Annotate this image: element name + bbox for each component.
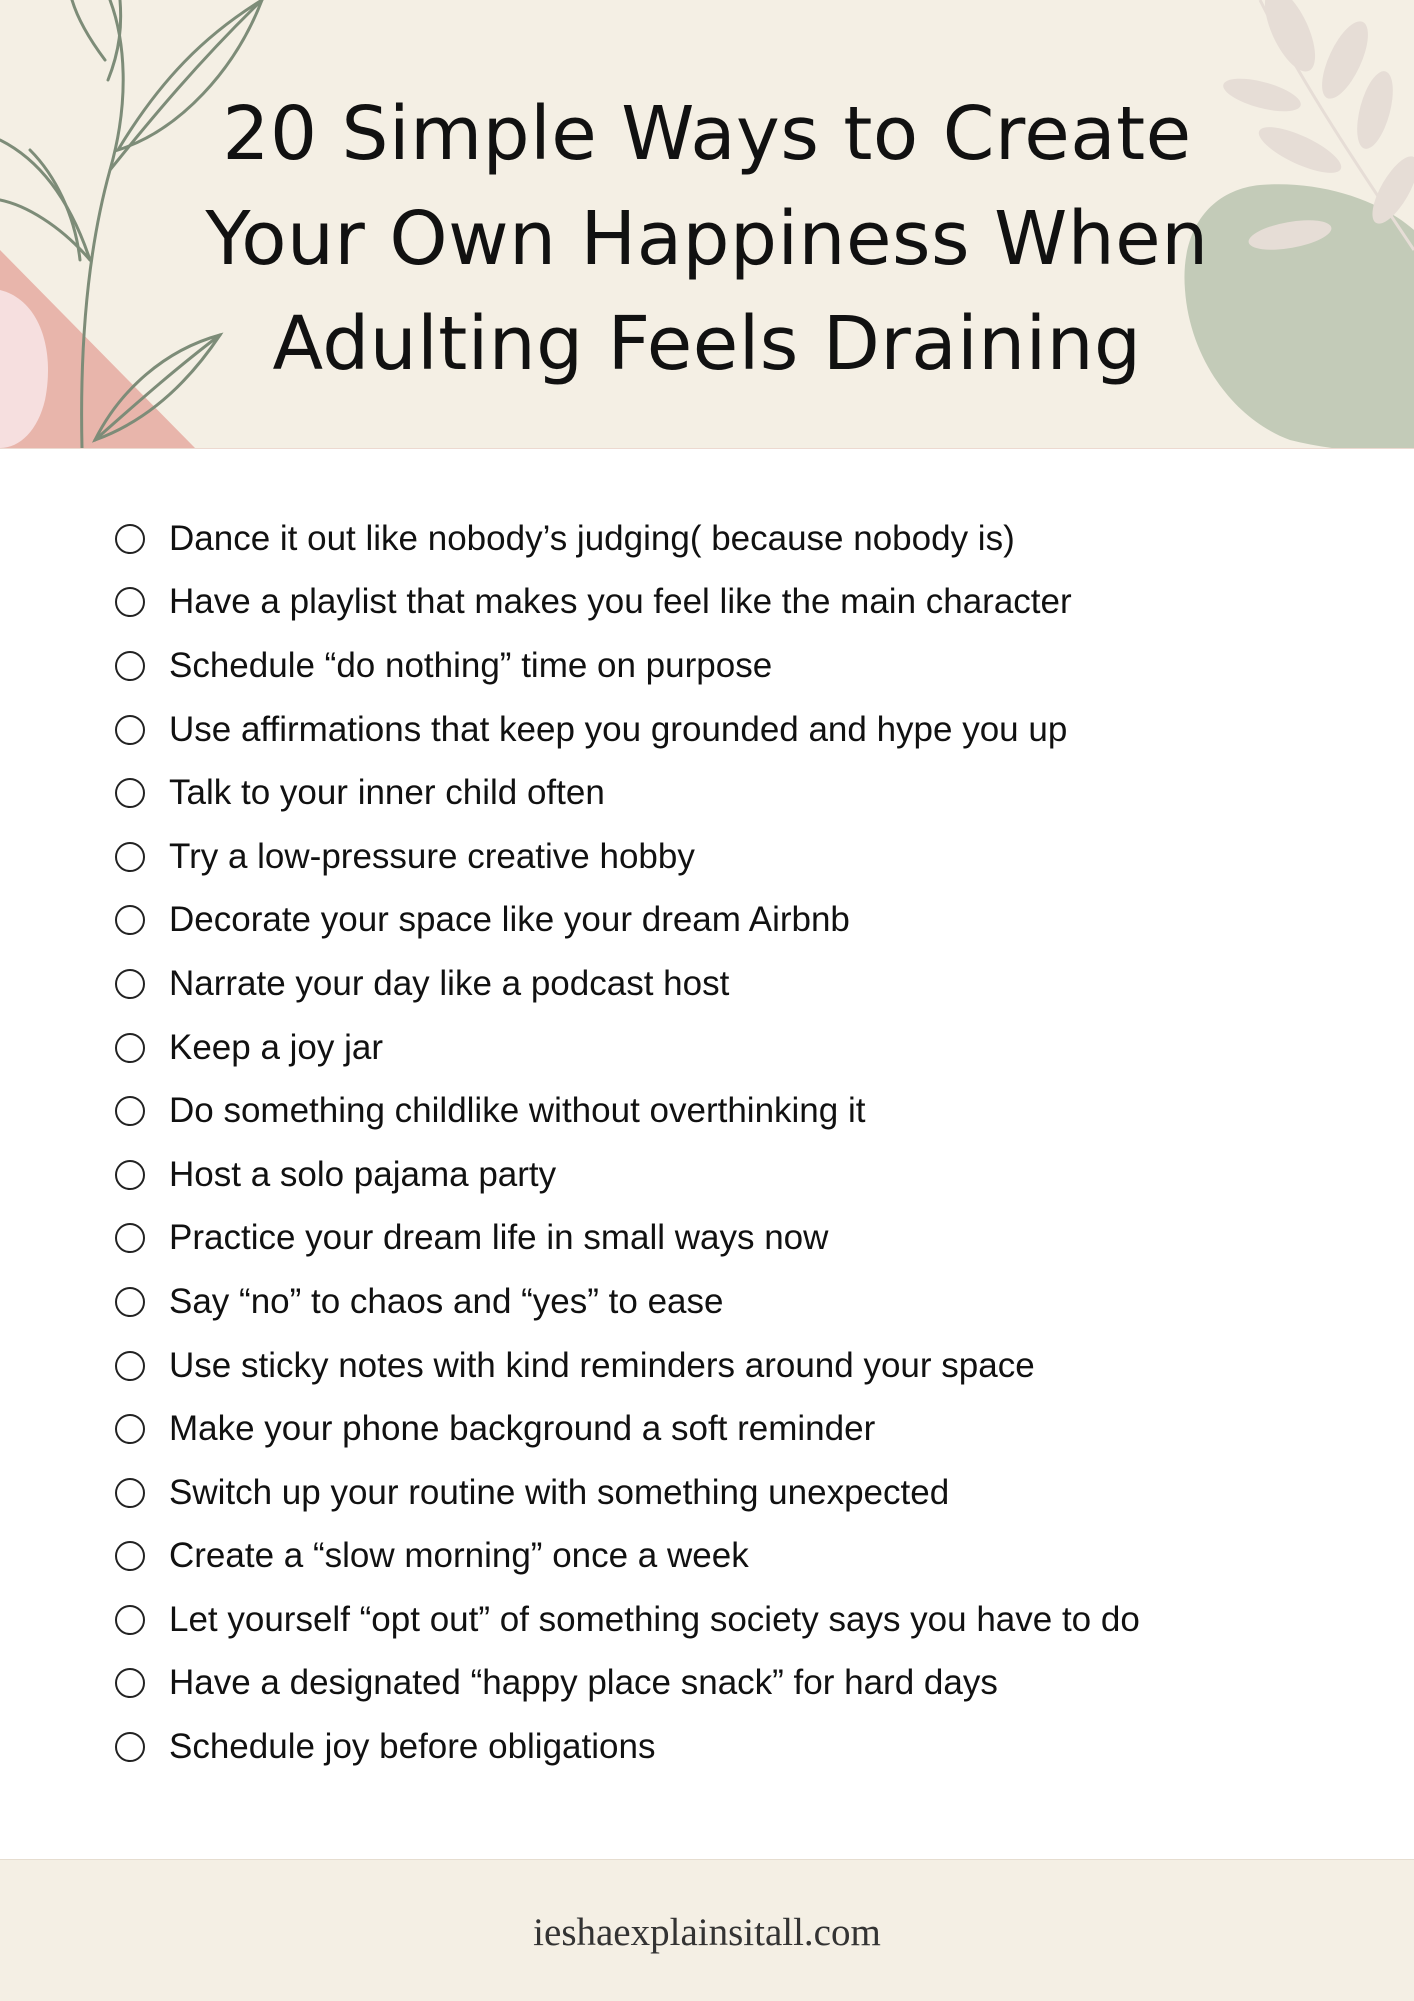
happiness-checklist [115, 507, 1295, 1779]
checklist-item-label: Try a low-pressure creative hobby [169, 836, 695, 876]
empty-circle-icon[interactable] [115, 651, 145, 681]
empty-circle-icon[interactable] [115, 1541, 145, 1571]
empty-circle-icon[interactable] [115, 715, 145, 745]
checklist-item[interactable] [115, 1461, 1295, 1525]
checklist-item[interactable] [115, 1334, 1295, 1398]
empty-circle-icon[interactable] [115, 1478, 145, 1508]
checklist-item-label: Use affirmations that keep you grounded and hype you up [169, 709, 1068, 749]
empty-circle-icon[interactable] [115, 1605, 145, 1635]
empty-circle-icon[interactable] [115, 1732, 145, 1762]
checklist-item-label: Switch up your routine with something unexpected [169, 1472, 950, 1512]
empty-circle-icon[interactable] [115, 1096, 145, 1126]
title-line: Your Own Happiness When [205, 196, 1209, 282]
checklist-item-label: Practice your dream life in small ways now [169, 1218, 829, 1258]
checklist-item-label: Create a “slow morning” once a week [169, 1536, 749, 1576]
checklist-item[interactable] [115, 1270, 1295, 1334]
checklist-item-label: Say “no” to chaos and “yes” to ease [169, 1281, 724, 1321]
checklist-item-label: Host a solo pajama party [169, 1154, 557, 1194]
footer-website-link[interactable]: ieshaexplainsitall.com [533, 1911, 881, 1954]
checklist-item-label: Dance it out like nobody’s judging( because nobody is) [169, 518, 1015, 558]
page-title [0, 82, 1414, 397]
checklist-item[interactable] [115, 1525, 1295, 1589]
checklist-item-label: Talk to your inner child often [169, 773, 605, 813]
checklist-item[interactable] [115, 1079, 1295, 1143]
empty-circle-icon[interactable] [115, 524, 145, 554]
checklist-item[interactable] [115, 761, 1295, 825]
checklist-item[interactable] [115, 634, 1295, 698]
checklist-item-label: Schedule joy before obligations [169, 1727, 656, 1767]
checklist-item-label: Keep a joy jar [169, 1027, 384, 1067]
checklist-item-label: Let yourself “opt out” of something society says you have to do [169, 1599, 1140, 1639]
checklist-item[interactable] [115, 698, 1295, 762]
header-banner [0, 0, 1414, 449]
empty-circle-icon[interactable] [115, 842, 145, 872]
checklist-item[interactable] [115, 889, 1295, 953]
checklist-item[interactable] [115, 1397, 1295, 1461]
empty-circle-icon[interactable] [115, 969, 145, 999]
checklist-item-label: Do something childlike without overthinking it [169, 1091, 866, 1131]
empty-circle-icon[interactable] [115, 1287, 145, 1317]
empty-circle-icon[interactable] [115, 1414, 145, 1444]
checklist-item[interactable] [115, 1207, 1295, 1271]
checklist-item-label: Have a designated “happy place snack” for hard days [169, 1663, 998, 1703]
empty-circle-icon[interactable] [115, 1160, 145, 1190]
checklist-item[interactable] [115, 1715, 1295, 1779]
checklist-item[interactable] [115, 1143, 1295, 1207]
checklist-item-label: Use sticky notes with kind reminders around your space [169, 1345, 1035, 1385]
empty-circle-icon[interactable] [115, 1351, 145, 1381]
checklist-item-label: Schedule “do nothing” time on purpose [169, 645, 773, 685]
empty-circle-icon[interactable] [115, 1223, 145, 1253]
checklist-item-label: Make your phone background a soft reminder [169, 1409, 876, 1449]
empty-circle-icon[interactable] [115, 1668, 145, 1698]
empty-circle-icon[interactable] [115, 778, 145, 808]
checklist-item[interactable] [115, 507, 1295, 571]
empty-circle-icon[interactable] [115, 1033, 145, 1063]
footer [0, 1859, 1414, 2001]
title-line: 20 Simple Ways to Create [222, 91, 1192, 177]
checklist-item[interactable] [115, 825, 1295, 889]
title-line: Adulting Feels Draining [272, 301, 1142, 387]
checklist-item-label: Narrate your day like a podcast host [169, 963, 730, 1003]
checklist-item-label: Decorate your space like your dream Airbnb [169, 900, 850, 940]
empty-circle-icon[interactable] [115, 905, 145, 935]
checklist-item[interactable] [115, 1652, 1295, 1716]
checklist-item-label: Have a playlist that makes you feel like the main character [169, 582, 1072, 622]
checklist-item[interactable] [115, 1016, 1295, 1080]
empty-circle-icon[interactable] [115, 587, 145, 617]
checklist-item[interactable] [115, 1588, 1295, 1652]
checklist-item[interactable] [115, 571, 1295, 635]
checklist-item[interactable] [115, 952, 1295, 1016]
